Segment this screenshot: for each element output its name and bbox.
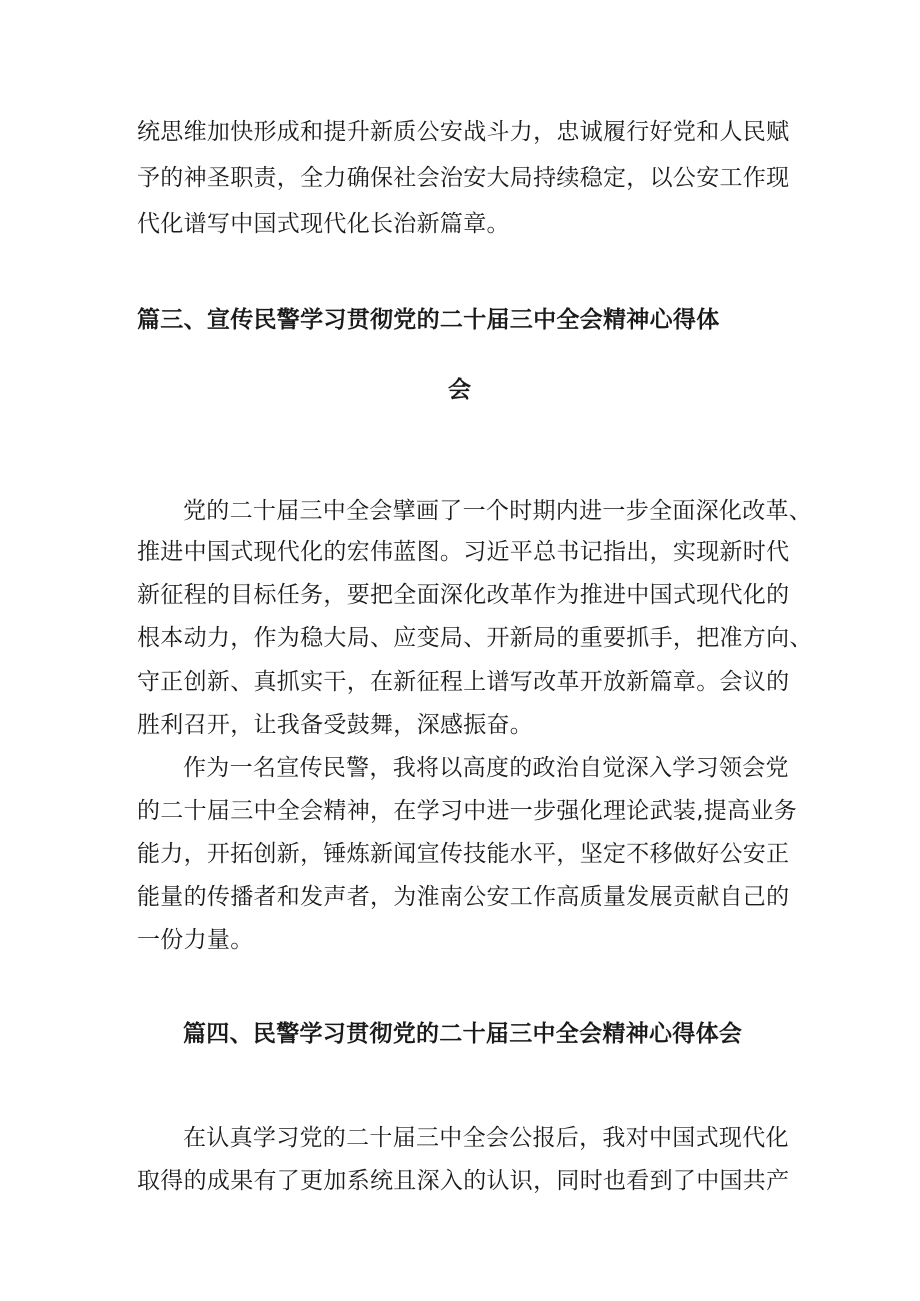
section3-para2-line3: 能力，开拓创新，锤炼新闻宣传技能水平，坚定不移做好公安正: [137, 841, 790, 867]
section3-para2-line1: 作为一名宣传民警，我将以高度的政治自觉深入学习领会党: [183, 755, 789, 781]
continuation-line-1: 统思维加快形成和提升新质公安战斗力，忠诚履行好党和人民赋: [137, 119, 790, 145]
section3-para1-line1: 党的二十届三中全会擘画了一个时期内进一步全面深化改革、: [183, 498, 813, 524]
continuation-line-3: 代化谱写中国式现代化长治新篇章。: [137, 211, 510, 237]
continuation-line-2: 予的神圣职责，全力确保社会治安大局持续稳定，以公安工作现: [137, 165, 790, 191]
section3-para1-line3: 新征程的目标任务，要把全面深化改革作为推进中国式现代化的: [137, 582, 790, 608]
section3-title-line2: 会: [448, 377, 472, 403]
section3-title-line1: 篇三、宣传民警学习贯彻党的二十届三中全会精神心得体: [137, 307, 720, 333]
section3-para1-line6: 胜利召开，让我备受鼓舞，深感振奋。: [137, 712, 534, 738]
section3-para2-line2: 的二十届三中全会精神，在学习中进一步强化理论武装,提高业务: [137, 798, 798, 824]
section4-title: 篇四、民警学习贯彻党的二十届三中全会精神心得体会: [183, 1021, 743, 1047]
section4-para1-line2: 取得的成果有了更加系统且深入的认识，同时也看到了中国共产: [137, 1168, 790, 1194]
section3-para1-line5: 守正创新、真抓实干，在新征程上谱写改革开放新篇章。会议的: [137, 669, 790, 695]
section4-para1-line1: 在认真学习党的二十届三中全会公报后，我对中国式现代化: [183, 1125, 789, 1151]
section3-para2-line5: 一份力量。: [137, 927, 254, 953]
section3-para2-line4: 能量的传播者和发声者，为淮南公安工作高质量发展贡献自己的: [137, 884, 790, 910]
section3-para1-line4: 根本动力，作为稳大局、应变局、开新局的重要抓手，把准方向、: [137, 625, 813, 651]
section3-para1-line2: 推进中国式现代化的宏伟蓝图。习近平总书记指出，实现新时代: [137, 539, 790, 565]
